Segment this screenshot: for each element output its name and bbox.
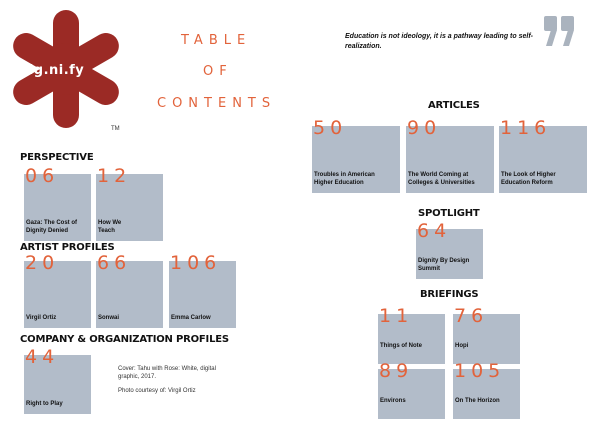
toc-entry-card[interactable]	[378, 305, 445, 364]
cover-caption	[118, 365, 228, 401]
entry-title: Emma Carlow	[171, 315, 211, 321]
entry-title: Right to Play	[26, 401, 63, 407]
toc-entry-card[interactable]	[24, 252, 91, 328]
page-number: 50	[313, 117, 348, 139]
toc-entry-card[interactable]	[453, 360, 520, 419]
entry-title: Things of Note	[380, 343, 422, 349]
section-heading-articles: ARTICLES	[428, 100, 480, 111]
page-number: 66	[97, 252, 132, 274]
cover-caption-text: Cover: Tahu with Rose: White, digital graphic, 2017.	[118, 366, 216, 380]
section-heading-briefings: BRIEFINGS	[420, 289, 479, 300]
page-number: 20	[25, 252, 60, 274]
section-heading-company-profiles: COMPANY & ORGANIZATION PROFILES	[20, 334, 229, 345]
entry-title: The Look of Higher Education Reform	[501, 172, 556, 186]
section-heading-spotlight: SPOTLIGHT	[418, 208, 480, 219]
toc-entry-card[interactable]	[96, 252, 163, 328]
page-number: 64	[417, 220, 452, 242]
entry-title: Troubles in American Higher Education	[314, 172, 375, 186]
toc-entry-card[interactable]	[416, 220, 483, 279]
page-number: 89	[379, 360, 414, 382]
toc-entry-card[interactable]	[378, 360, 445, 419]
entry-title: Environs	[380, 398, 406, 404]
page-number: 106	[170, 252, 222, 274]
toc-entry-card[interactable]	[96, 165, 163, 241]
entry-title: Gaza: The Cost of Dignity Denied	[26, 220, 78, 234]
trademark: TM	[111, 126, 120, 132]
page-number: 90	[407, 117, 442, 139]
entry-title: Sonwai	[98, 315, 120, 321]
toc-entry-card[interactable]	[24, 165, 91, 241]
entry-title: On The Horizon	[455, 398, 500, 404]
toc-entry-card[interactable]	[24, 346, 91, 414]
entry-title: The World Coming at Colleges & Universities	[408, 172, 475, 186]
toc-title-contents: CONTENTS	[157, 96, 277, 111]
page-number: 11	[379, 305, 414, 327]
page-number: 76	[454, 305, 489, 327]
page-number: 116	[500, 117, 552, 139]
toc-title-of: OF	[203, 64, 233, 79]
page-number: 12	[97, 165, 132, 187]
entry-title: Hopi	[455, 343, 469, 349]
entry-title: Virgil Ortiz	[26, 315, 57, 321]
quote-mark-icon	[540, 10, 578, 50]
toc-title-table: TABLE	[181, 33, 252, 48]
toc-entry-card[interactable]	[312, 117, 400, 193]
quote-text: Education is not ideology, it is a pathway leading to self-realization.	[345, 33, 533, 50]
page-number: 105	[454, 360, 506, 382]
page-number: 44	[25, 346, 60, 368]
logo-text: dig.ni.fy	[19, 63, 85, 78]
toc-entry-card[interactable]	[169, 252, 236, 328]
section-heading-perspective: PERSPECTIVE	[20, 152, 94, 163]
entry-title: How We Teach	[98, 220, 122, 234]
toc-entry-card[interactable]	[406, 117, 494, 193]
toc-entry-card[interactable]	[453, 305, 520, 364]
cover-credit-text: Photo courtesy of: Virgil Ortiz	[118, 388, 196, 394]
entry-title: Dignity By Design Summit	[418, 258, 470, 272]
page-number: 06	[25, 165, 60, 187]
toc-entry-card[interactable]	[499, 117, 587, 193]
section-heading-artist-profiles: ARTIST PROFILES	[20, 242, 115, 253]
